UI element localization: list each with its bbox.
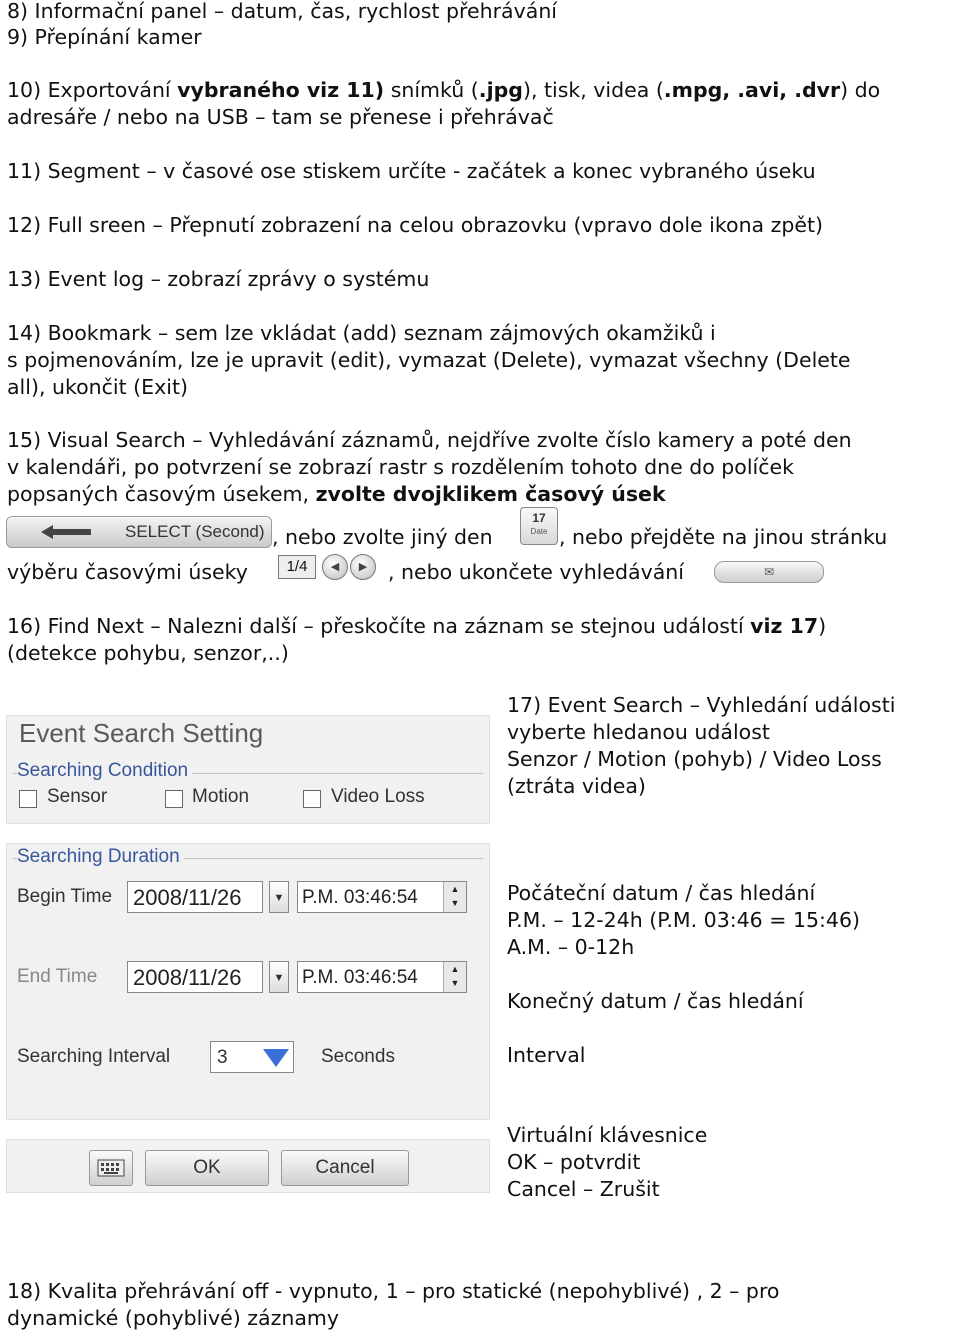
item-15-line3: popsaných časovým úsekem, zvolte dvojklikem časový úsek	[7, 482, 666, 506]
sensor-checkbox[interactable]	[19, 790, 37, 808]
item-10-line1: 10) Exportování vybraného viz 11) snímků (.jpg), tisk, videa (.mpg, .avi, .dvr) do	[7, 78, 881, 102]
item-8: 8) Informační panel – datum, čas, rychlost přehrávání	[7, 0, 558, 23]
sensor-label: Sensor	[47, 786, 108, 807]
video-loss-label: Video Loss	[331, 786, 425, 807]
item-18-line1: 18) Kvalita přehrávání off - vypnuto, 1 – pro statické (nepohyblivé) , 2 – pro	[7, 1279, 780, 1303]
ok-button[interactable]: OK	[145, 1150, 269, 1186]
event-search-panel-top	[6, 715, 490, 824]
pager	[278, 555, 386, 581]
next-page-icon[interactable]: ▶	[350, 554, 376, 580]
virtual-keyboard-button[interactable]	[89, 1150, 133, 1186]
item-11: 11) Segment – v časové ose stiskem určíte - začátek a konec vybraného úseku	[7, 159, 816, 183]
prev-page-icon[interactable]: ◀	[322, 554, 348, 580]
begin-date-field[interactable]: 2008/11/26	[127, 881, 263, 913]
keyboard-icon	[97, 1159, 125, 1177]
item-15-line1: 15) Visual Search – Vyhledávání záznamů, nejdříve zvolte číslo kamery a poté den	[7, 428, 852, 452]
page-indicator: 1/4	[278, 555, 316, 579]
interval-note: Interval	[507, 1043, 586, 1067]
exit-search-button[interactable]	[714, 561, 824, 583]
item-14-line3: all), ukončit (Exit)	[7, 375, 188, 399]
item-10-line2: adresáře / nebo na USB – tam se přenese i přehrávač	[7, 105, 554, 129]
item-17-line4: (ztráta videa)	[507, 774, 646, 798]
end-time-spinner[interactable]: ▲ ▼	[443, 962, 466, 992]
begin-note: Počáteční datum / čas hledání	[507, 881, 816, 905]
searching-interval-label: Searching Interval	[17, 1046, 171, 1067]
item-15-line4a: , nebo zvolte jiný den	[272, 525, 493, 549]
item-14-line2: s pojmenováním, lze je upravit (edit), vymazat (Delete), vymazat všechny (Delete	[7, 348, 851, 372]
item-14-line1: 14) Bookmark – sem lze vkládat (add) seznam zájmových okamžiků i	[7, 321, 716, 345]
seconds-label: Seconds	[321, 1046, 395, 1067]
item-15-line5a: výběru časovými úseky	[7, 560, 248, 584]
item-15-line4b: , nebo přejděte na jinou stránku	[559, 525, 888, 549]
end-time-field[interactable]: P.M. 03:46:54 ▲ ▼	[297, 961, 467, 993]
item-15-line5b: , nebo ukončete vyhledávání	[388, 560, 684, 584]
select-second-label: SELECT (Second)	[125, 522, 265, 541]
end-time-label: End Time	[17, 966, 98, 987]
chevron-down-icon: ▼	[273, 972, 285, 984]
dropdown-triangle-icon	[263, 1049, 289, 1067]
item-17-line2: vyberte hledanou událost	[507, 720, 770, 744]
dialog-title: Event Search Setting	[19, 718, 264, 748]
end-date-dropdown[interactable]	[269, 961, 289, 993]
item-15-line2: v kalendáři, po potvrzení se zobrazí rastr s rozdělením tohoto dne do políček	[7, 455, 794, 479]
am-note: A.M. – 0-12h	[507, 935, 635, 959]
item-13: 13) Event log – zobrazí zprávy o systému	[7, 267, 430, 291]
chevron-down-icon: ▼	[273, 892, 285, 904]
begin-time-field[interactable]: P.M. 03:46:54 ▲ ▼	[297, 881, 467, 913]
calendar-icon[interactable]: 17 Date	[520, 507, 558, 545]
item-16-line2: (detekce pohybu, senzor,..)	[7, 641, 289, 665]
begin-date-dropdown[interactable]	[269, 881, 289, 913]
item-9: 9) Přepínání kamer	[7, 25, 202, 49]
pm-note: P.M. – 12-24h (P.M. 03:46 = 15:46)	[507, 908, 861, 932]
ok-note: OK – potvrdit	[507, 1150, 641, 1174]
searching-duration-label: Searching Duration	[17, 846, 184, 868]
item-18-line2: dynamické (pohyblivé) záznamy	[7, 1306, 339, 1330]
motion-checkbox[interactable]	[165, 790, 183, 808]
item-12: 12) Full sreen – Přepnutí zobrazení na celou obrazovku (vpravo dole ikona zpět)	[7, 213, 824, 237]
select-second-button[interactable]	[6, 516, 272, 548]
arrow-left-icon	[41, 525, 91, 539]
searching-condition-label: Searching Condition	[17, 760, 192, 782]
cancel-note: Cancel – Zrušit	[507, 1177, 660, 1201]
end-note: Konečný datum / čas hledání	[507, 989, 804, 1013]
interval-select[interactable]: 3	[210, 1041, 294, 1073]
item-17-line1: 17) Event Search – Vyhledání události	[507, 693, 896, 717]
video-loss-checkbox[interactable]	[303, 790, 321, 808]
keyboard-note: Virtuální klávesnice	[507, 1123, 708, 1147]
envelope-icon: ✉	[763, 565, 775, 579]
begin-time-label: Begin Time	[17, 886, 113, 907]
item-16-line1: 16) Find Next – Nalezni další – přeskočíte na záznam se stejnou událostí viz 17)	[7, 614, 827, 638]
item-17-line3: Senzor / Motion (pohyb) / Video Loss	[507, 747, 882, 771]
event-search-panel-buttons	[6, 1139, 490, 1193]
motion-label: Motion	[192, 786, 250, 807]
event-search-panel-duration	[6, 843, 490, 1120]
cancel-button[interactable]: Cancel	[281, 1150, 409, 1186]
begin-time-spinner[interactable]: ▲ ▼	[443, 882, 466, 912]
end-date-field[interactable]: 2008/11/26	[127, 961, 263, 993]
